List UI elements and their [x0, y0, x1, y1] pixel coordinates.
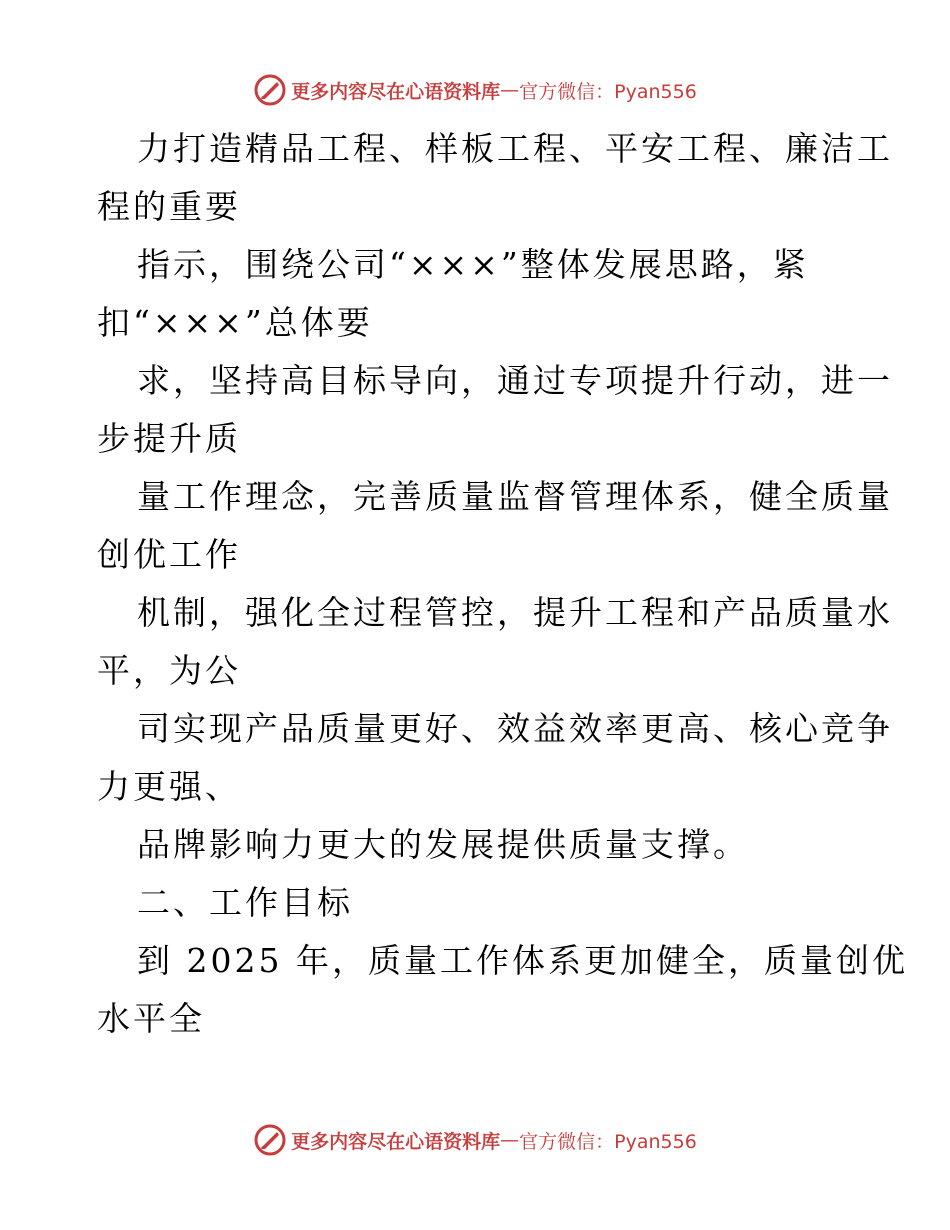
quill-logo-icon [253, 1123, 287, 1157]
paragraph-line: 到 2025 年，质量工作体系更加健全，质量创优 [137, 941, 908, 980]
footer-watermark [0, 1120, 950, 1160]
paragraph-line: 量工作理念，完善质量监督管理体系，健全质量 [137, 477, 893, 516]
document-body [97, 120, 908, 1048]
paragraph-line: 力更强、 [97, 767, 241, 806]
watermark-separator: — [500, 1129, 520, 1151]
paragraph-line: 司实现产品质量更好、效益效率更高、核心竞争 [137, 709, 893, 748]
watermark-wechat-text: 官方微信：Pyan556 [519, 80, 697, 103]
paragraph-line: 品牌影响力更大的发展提供质量支撑。 [137, 825, 749, 864]
paragraph-line: 步提升质 [97, 419, 241, 458]
header-watermark [0, 70, 950, 110]
paragraph-line: 机制，强化全过程管控，提升工程和产品质量水 [137, 593, 893, 632]
watermark-wechat-text: 官方微信：Pyan556 [519, 1130, 697, 1153]
paragraph-line: 求，坚持高目标导向，通过专项提升行动，进一 [137, 361, 893, 400]
section-heading: 二、工作目标 [137, 883, 353, 922]
quill-logo-icon [253, 73, 287, 107]
paragraph-line: 指示，围绕公司“×××”整体发展思路，紧 [137, 245, 809, 284]
paragraph-line: 程的重要 [97, 187, 241, 226]
paragraph-line: 扣“×××”总体要 [97, 303, 373, 342]
watermark-banner [253, 1123, 697, 1157]
paragraph-line: 平，为公 [97, 651, 241, 690]
watermark-library-text: 更多内容尽在心语资料库 [291, 80, 501, 103]
watermark-separator: — [500, 79, 520, 101]
paragraph-line: 创优工作 [97, 535, 241, 574]
paragraph-line: 水平全 [97, 999, 205, 1038]
watermark-library-text: 更多内容尽在心语资料库 [291, 1130, 501, 1153]
watermark-banner [253, 73, 697, 107]
paragraph-line: 力打造精品工程、样板工程、平安工程、廉洁工 [137, 129, 893, 168]
